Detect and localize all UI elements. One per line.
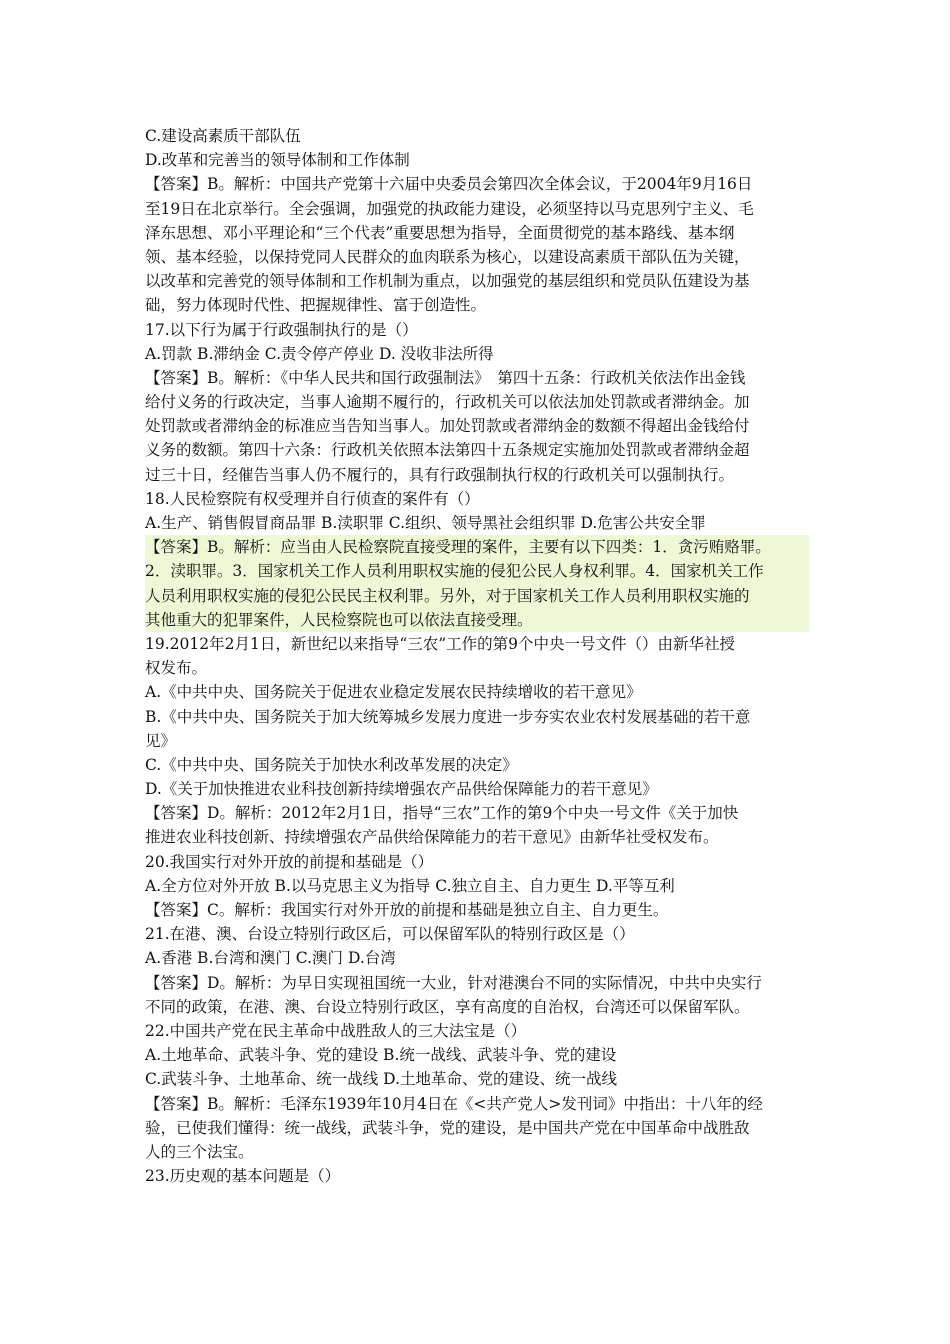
text-line: 权发布。	[145, 659, 208, 678]
question-line: 23.历史观的基本问题是（）	[145, 1167, 341, 1186]
answer-line: 【答案】B。解析：应当由人民检察院直接受理的案件，主要有以下四类：1．贪污贿赂罪。	[145, 538, 771, 557]
highlighted-answer-block	[145, 535, 809, 632]
text-line: 给付义务的行政决定，当事人逾期不履行的，行政机关可以依法加处罚款或者滞纳金。加	[145, 393, 750, 412]
text-line: 至19日在北京举行。全会强调，加强党的执政能力建设，必须坚持以马克思列宁主义、毛	[145, 199, 754, 218]
text-line: D.改革和完善当的领导体制和工作体制	[145, 151, 410, 170]
answer-line: 【答案】B。解析：《中华人民共和国行政强制法》 第四十五条：行政机关依法作出金钱	[145, 368, 746, 387]
options-line: A.全方位对外开放 B.以马克思主义为指导 C.独立自主、自力更生 D.平等互利	[145, 876, 675, 895]
options-line: A.生产、销售假冒商品罪 B.渎职罪 C.组织、领导黑社会组织罪 D.危害公共安全罪	[145, 514, 706, 532]
text-line: 领、基本经验，以保持党同人民群众的血肉联系为核心，以建设高素质干部队伍为关键，	[145, 247, 750, 266]
question-line: 18.人民检察院有权受理并自行侦查的案件有（）	[145, 489, 480, 508]
question-line: 20.我国实行对外开放的前提和基础是（）	[145, 852, 434, 871]
text-line: 人的三个法宝。	[145, 1142, 254, 1161]
answer-line: 【答案】D。解析：为早日实现祖国统一大业，针对港澳台不同的实际情况，中共中央实行	[145, 973, 762, 992]
text-line: 见》	[145, 731, 177, 750]
answer-line: 【答案】C。解析：我国实行对外开放的前提和基础是独立自主、自力更生。	[145, 901, 669, 919]
options-line: A.香港 B.台湾和澳门 C.澳门 D.台湾	[145, 949, 396, 968]
text-line: 泽东思想、邓小平理论和“三个代表”重要思想为指导，全面贯彻党的基本路线、基本纲	[145, 223, 735, 242]
text-line: 验，已使我们懂得：统一战线，武装斗争，党的建设，是中国共产党在中国革命中战胜敌	[145, 1118, 750, 1137]
option-line: D.《关于加快推进农业科技创新持续增强农产品供给保障能力的若干意见》	[145, 780, 658, 799]
text-line: 以改革和完善党的领导体制和工作机制为重点，以加强党的基层组织和党员队伍建设为基	[145, 272, 750, 291]
text-line: 其他重大的犯罪案件，人民检察院也可以依法直接受理。	[145, 610, 533, 629]
question-line: 21.在港、澳、台设立特别行政区后，可以保留军队的特别行政区是（）	[145, 925, 635, 944]
option-line: C.《中共中央、国务院关于加快水利改革发展的决定》	[145, 755, 518, 774]
text-line: 不同的政策，在港、澳、台设立特别行政区，享有高度的自治权，台湾还可以保留军队。	[145, 997, 750, 1016]
options-line: C.武装斗争、土地革命、统一战线 D.土地革命、党的建设、统一战线	[145, 1070, 617, 1089]
text-line: 推进农业科技创新、持续增强农产品供给保障能力的若干意见》由新华社受权发布。	[145, 828, 719, 847]
question-line: 22.中国共产党在民主革命中战胜敌人的三大法宝是（）	[145, 1021, 527, 1040]
answer-line: 【答案】B。解析：中国共产党第十六届中央委员会第四次全体会议，于2004年9月16日	[145, 175, 753, 194]
text-line: 础，努力体现时代性、把握规律性、富于创造性。	[145, 296, 487, 315]
options-line: A.罚款 B.滞纳金 C.责令停产停业 D. 没收非法所得	[145, 344, 494, 363]
text-line: 人员利用职权实施的侵犯公民民主权利罪。另外，对于国家机关工作人员利用职权实施的	[145, 586, 750, 605]
text-line: 义务的数额。第四十六条：行政机关依照本法第四十五条规定实施加处罚款或者滞纳金超	[145, 441, 750, 460]
text-line: C.建设高素质干部队伍	[145, 127, 301, 145]
question-line: 19.2012年2月1日，新世纪以来指导“三农”工作的第9个中央一号文件（）由新华社授	[145, 634, 736, 653]
text-line: 2．渎职罪。3．国家机关工作人员利用职权实施的侵犯公民人身权利罪。4．国家机关工作	[145, 562, 764, 581]
option-line: A.《中共中央、国务院关于促进农业稳定发展农民持续增收的若干意见》	[145, 683, 642, 702]
question-line: 17.以下行为属于行政强制执行的是（）	[145, 320, 418, 339]
option-line: B.《中共中央、国务院关于加大统筹城乡发展力度进一步夯实农业农村发展基础的若干意	[145, 707, 751, 726]
options-line: A.土地革命、武装斗争、党的建设 B.统一战线、武装斗争、党的建设	[145, 1046, 617, 1065]
answer-line: 【答案】B。解析：毛泽东1939年10月4日在《<共产党人>发刊词》中指出：十八年的经	[145, 1094, 763, 1113]
text-line: 过三十日，经催告当事人仍不履行的，具有行政强制执行权的行政机关可以强制执行。	[145, 465, 735, 484]
document-body	[145, 124, 809, 1188]
text-line: 处罚款或者滞纳金的标准应当告知当事人。加处罚款或者滞纳金的数额不得超出金钱给付	[145, 417, 750, 436]
answer-line: 【答案】D。解析：2012年2月1日，指导“三农”工作的第9个中央一号文件《关于加快	[145, 804, 739, 823]
